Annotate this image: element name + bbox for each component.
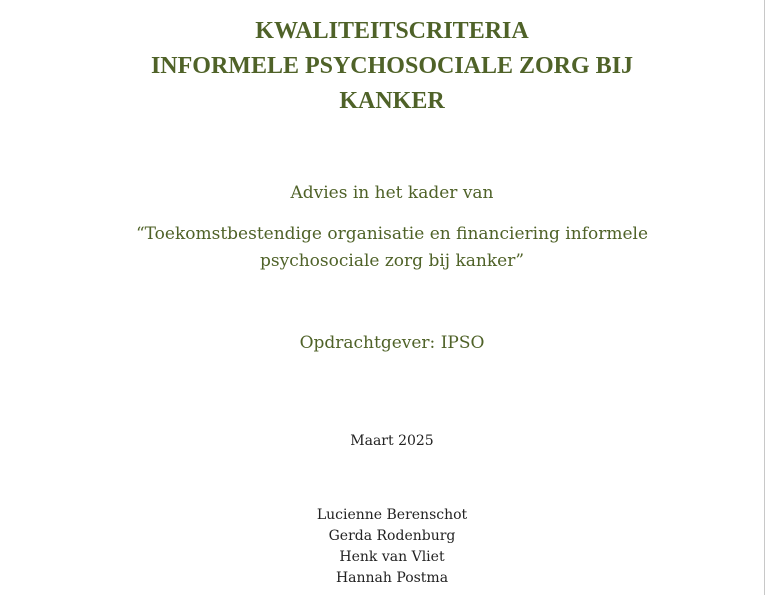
project-title-line-1: “Toekomstbestendige organisatie en financiering informele	[135, 224, 649, 244]
project-title	[0, 221, 768, 275]
author-name: Lucienne Berenschot	[316, 507, 468, 523]
title-line-3: KANKER	[339, 88, 445, 114]
document-title	[0, 14, 768, 119]
client-line: Opdrachtgever: IPSO	[299, 333, 485, 353]
title-line-2: INFORMELE PSYCHOSOCIALE ZORG BIJ	[150, 53, 634, 79]
advice-intro: Advies in het kader van	[290, 183, 494, 203]
author-name: Henk van Vliet	[339, 549, 445, 565]
author-name: Gerda Rodenburg	[328, 528, 456, 544]
author-name: Hannah Postma	[335, 570, 449, 586]
document-date: Maart 2025	[350, 433, 434, 449]
title-line-1: KWALITEITSCRITERIA	[255, 18, 529, 44]
author-list	[0, 505, 768, 589]
project-title-line-2: psychosociale zorg bij kanker”	[259, 251, 525, 271]
